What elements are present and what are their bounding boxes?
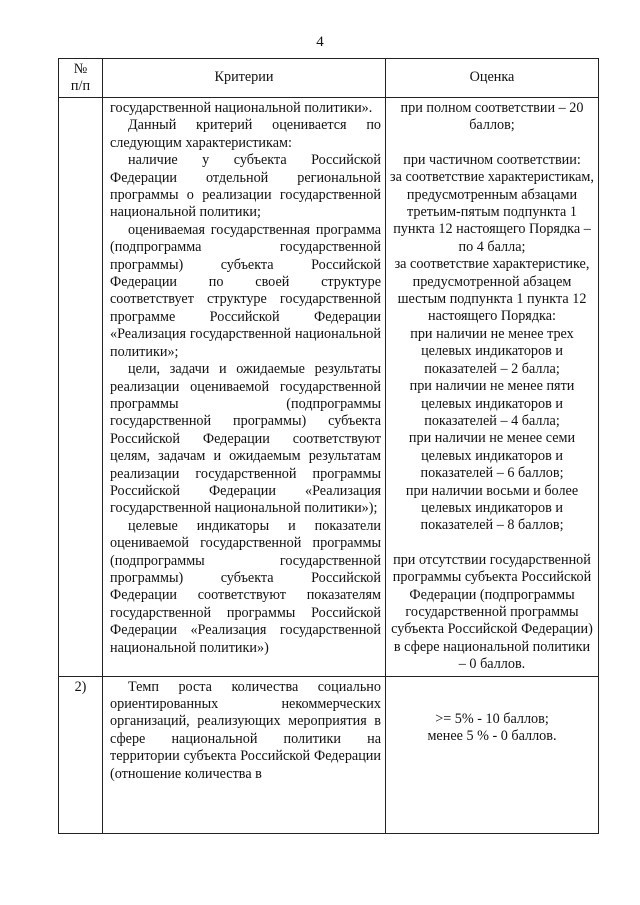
row2-criteria xyxy=(103,676,386,833)
criteria-paragraph: Темп роста количества социально ориентированных некоммерческих организаций, реализующих мероприятия в сфере национальной политики на территории субъекта Российской Федерации (отношение количества в xyxy=(110,678,381,782)
row2-number: 2) xyxy=(59,676,103,833)
table-row xyxy=(59,98,599,677)
score-three-indicators: при наличии не менее трех целевых индикаторов и показателей – 2 балла; xyxy=(410,325,574,377)
criteria-paragraph: целевые индикаторы и показатели оцениваемой государственной программы (подпрограммы государственной программы) субъекта Российской Федерации соответствуют показателям государственной программы Российской Федерации «Реализация государственной национальной политики») xyxy=(110,517,381,656)
header-number xyxy=(59,59,103,98)
header-number-line2: п/п xyxy=(70,78,91,94)
score-low: менее 5 % - 0 баллов. xyxy=(427,728,557,744)
score-eight-indicators: при наличии восьми и более целевых индикаторов и показателей – 8 баллов; xyxy=(405,482,579,534)
score-none: при отсутствии государственной программы субъекта Российской Федерации (подпрограммы государственной программы субъекта Российской Федерации) в сфере национальной политики – 0 баллов. xyxy=(391,551,593,673)
criteria-paragraph: наличие у субъекта Российской Федерации отдельной региональной программы о реализации государственной национальной политики; xyxy=(110,152,381,221)
score-five-indicators: при наличии не менее пяти целевых индикаторов и показателей – 4 балла; xyxy=(409,378,575,429)
row2-score xyxy=(386,676,599,833)
score-full: при полном соответствии – 20 баллов; xyxy=(400,100,584,134)
criteria-table xyxy=(58,58,599,834)
row1-criteria xyxy=(103,98,386,677)
table-row xyxy=(59,676,599,833)
table-header-row xyxy=(59,59,599,98)
criteria-paragraph: цели, задачи и ожидаемые результаты реализации оцениваемой государственной программы (подпрограммы государственной программы) субъекта Российской Федерации соответствуют целям, задачам и ожидаемым результатам реализации государственной программы Российской Федерации «Реализация государственной национальной политики»); xyxy=(110,361,381,517)
header-criteria: Критерии xyxy=(103,59,386,98)
criteria-paragraph: Данный критерий оценивается по следующим характеристикам: xyxy=(110,117,381,151)
criteria-paragraph: оцениваемая государственная программа (подпрограмма государственной программы) субъекта Российской Федерации по своей структуре соответствует структуре государственной программе Российской Федерации «Реализация государственной национальной политики»; xyxy=(110,221,381,360)
header-number-line1: № xyxy=(73,60,88,77)
score-high: >= 5% - 10 баллов; xyxy=(435,710,549,727)
page-number: 4 xyxy=(316,34,324,50)
score-partial-intro: при частичном соответствии: xyxy=(403,151,581,168)
header-score: Оценка xyxy=(386,59,599,98)
row1-score xyxy=(386,98,599,677)
score-partial-a: за соответствие характеристикам, предусмотренным абзацами третьим-пятым подпункта 1 пункта 12 настоящего Порядка – по 4 балла; xyxy=(390,169,594,255)
criteria-paragraph: государственной национальной политики». xyxy=(110,100,373,116)
row1-number xyxy=(59,98,103,677)
score-partial-b: за соответствие характеристике, предусмотренной абзацем шестым подпункта 1 пункта 12 настоящего Порядка: xyxy=(394,256,590,325)
score-seven-indicators: при наличии не менее семи целевых индикаторов и показателей – 6 баллов; xyxy=(408,430,576,482)
